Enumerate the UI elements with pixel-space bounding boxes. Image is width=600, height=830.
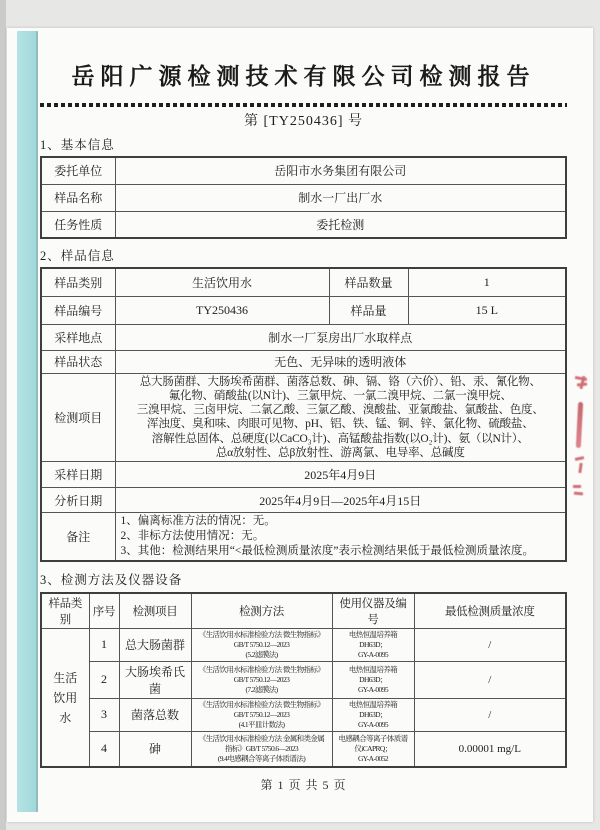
header-cell: 使用仪器及编号 <box>332 593 414 629</box>
lod-cell: / <box>414 698 566 731</box>
title-divider <box>40 103 567 107</box>
serial-cell: 4 <box>89 731 119 767</box>
value-cell: 制水一厂泵房出厂水取样点 <box>115 324 566 350</box>
instrument-cell: 电热恒温培养箱 DH63D； GY-A-0095 <box>332 661 414 698</box>
report-number: 第 [TY250436] 号 <box>244 114 363 129</box>
header-cell: 检测项目 <box>119 593 191 629</box>
table-row <box>41 157 566 184</box>
lod-cell: / <box>414 629 566 661</box>
item-cell: 砷 <box>119 731 191 767</box>
report-content <box>40 28 567 793</box>
report-page <box>7 28 593 822</box>
value-cell: 委托检测 <box>115 211 566 238</box>
table-row <box>41 488 566 513</box>
seal-stroke <box>576 402 583 448</box>
instrument-cell: 电热恒温培养箱 DH63D； GY-A-0095 <box>332 698 414 731</box>
basic-info-table <box>40 156 567 239</box>
header-cell: 样品类别 <box>41 593 89 629</box>
method-cell: 《生活饮用水标准检验方法 微生物指标》 GB/T 5750.12—2023 (5.2滤膜法) <box>191 629 332 661</box>
remarks-text: 1、偏离标准方法的情况：无。 2、非标方法使用情况：无。 3、其他：检测结果用“<最低检测质量浓度”表示检测结果低于最低检测质量浓度。 <box>115 513 566 562</box>
header-cell: 检测方法 <box>191 593 332 629</box>
table-row <box>41 268 566 296</box>
sample-category-cell: 生活饮用水 <box>41 629 89 767</box>
method-cell: 《生活饮用水标准检验方法 微生物指标》 GB/T 5750.12—2023 (4.1平皿计数法) <box>191 698 332 731</box>
item-cell: 菌落总数 <box>119 698 191 731</box>
lod-cell: / <box>414 661 566 698</box>
label-cell: 采样日期 <box>41 462 115 488</box>
section2-heading: 2、样品信息 <box>40 249 115 263</box>
sample-info-table <box>40 267 567 562</box>
instrument-cell: 电热恒温培养箱 DH63D； GY-A-0095 <box>332 629 414 661</box>
label-cell: 样品编号 <box>41 296 115 324</box>
scanner-edge <box>0 0 6 830</box>
red-seal-mark <box>568 375 592 510</box>
value-cell: 2025年4月9日 <box>115 462 566 488</box>
value-cell: 1 <box>408 268 566 296</box>
value-cell: 生活饮用水 <box>115 268 329 296</box>
table-row <box>41 661 566 698</box>
table-row <box>41 350 566 373</box>
seal-stroke <box>574 492 583 495</box>
seal-stroke <box>573 485 581 488</box>
method-cell: 《生活饮用水标准检验方法 微生物指标》 GB/T 5750.12—2023 (7.2滤膜法) <box>191 661 332 698</box>
table-row <box>41 184 566 211</box>
table-row <box>41 373 566 462</box>
label-cell: 采样地点 <box>41 324 115 350</box>
value-cell: TY250436 <box>115 296 329 324</box>
seal-stroke <box>578 463 582 473</box>
report-title: 岳阳广源检测技术有限公司检测报告 <box>71 64 536 89</box>
label-cell: 样品名称 <box>41 184 115 211</box>
label-cell: 样品状态 <box>41 350 115 373</box>
table-row <box>41 698 566 731</box>
value-cell: 岳阳市水务集团有限公司 <box>115 157 566 184</box>
table-row <box>41 296 566 324</box>
label-cell: 委托单位 <box>41 157 115 184</box>
value-cell: 2025年4月9日—2025年4月15日 <box>115 488 566 513</box>
page-footer: 第 1 页 共 5 页 <box>260 778 347 793</box>
test-items-list: 总大肠菌群、大肠埃希菌群、菌落总数、砷、镉、铬（六价）、铅、汞、氰化物、 氟化物、硝酸盐(以N计)、三氯甲烷、一氯二溴甲烷、二氯一溴甲烷、 三溴甲烷、三卤甲烷、二氯乙酸、三氯乙酸、溴酸盐、亚氯酸盐、氯酸盐、色度、 浑浊度、臭和味、肉眼可见物、pH、铝、铁、锰、铜、锌、氯化物、硫酸盐、 溶解性总固体、总硬度(以CaCO₃计)、高锰酸盐指数(以O₂计)、氨（以N计）、 总α放射性、总β放射性、游离氯、电导率、总碱度 <box>115 373 566 462</box>
table-row <box>41 211 566 238</box>
header-cell: 最低检测质量浓度 <box>414 593 566 629</box>
methods-table <box>40 592 567 768</box>
label-cell: 任务性质 <box>41 211 115 238</box>
label-cell: 备注 <box>41 513 115 562</box>
label-cell: 分析日期 <box>41 488 115 513</box>
section3-heading: 3、检测方法及仪器设备 <box>40 573 183 588</box>
value-cell: 15 L <box>408 296 566 324</box>
table-row <box>41 731 566 767</box>
label-cell: 样品量 <box>329 296 408 324</box>
value-cell: 制水一厂出厂水 <box>115 184 566 211</box>
serial-cell: 3 <box>89 698 119 731</box>
serial-cell: 1 <box>89 629 119 661</box>
table-row <box>41 513 566 562</box>
serial-cell: 2 <box>89 661 119 698</box>
value-cell: 无色、无异味的透明液体 <box>115 350 566 373</box>
item-cell: 大肠埃希氏菌 <box>119 661 191 698</box>
table-header-row <box>41 593 566 629</box>
table-row <box>41 629 566 661</box>
label-cell: 检测项目 <box>41 373 115 462</box>
label-cell: 样品数量 <box>329 268 408 296</box>
seal-stroke <box>575 456 584 461</box>
lod-cell: 0.00001 mg/L <box>414 731 566 767</box>
header-cell: 序号 <box>89 593 119 629</box>
table-row <box>41 324 566 350</box>
section1-heading: 1、基本信息 <box>40 138 115 152</box>
method-cell: 《生活饮用水标准检验方法 金属和类金属 指标》GB/T 5750.6—2023 (9.4电感耦合等离子体质谱法) <box>191 731 332 767</box>
instrument-cell: 电感耦合等离子体质谱 仪iCAPRQ； GY-A-0052 <box>332 731 414 767</box>
item-cell: 总大肠菌群 <box>119 629 191 661</box>
table-row <box>41 462 566 488</box>
label-cell: 样品类别 <box>41 268 115 296</box>
book-cover-strip <box>17 31 38 812</box>
